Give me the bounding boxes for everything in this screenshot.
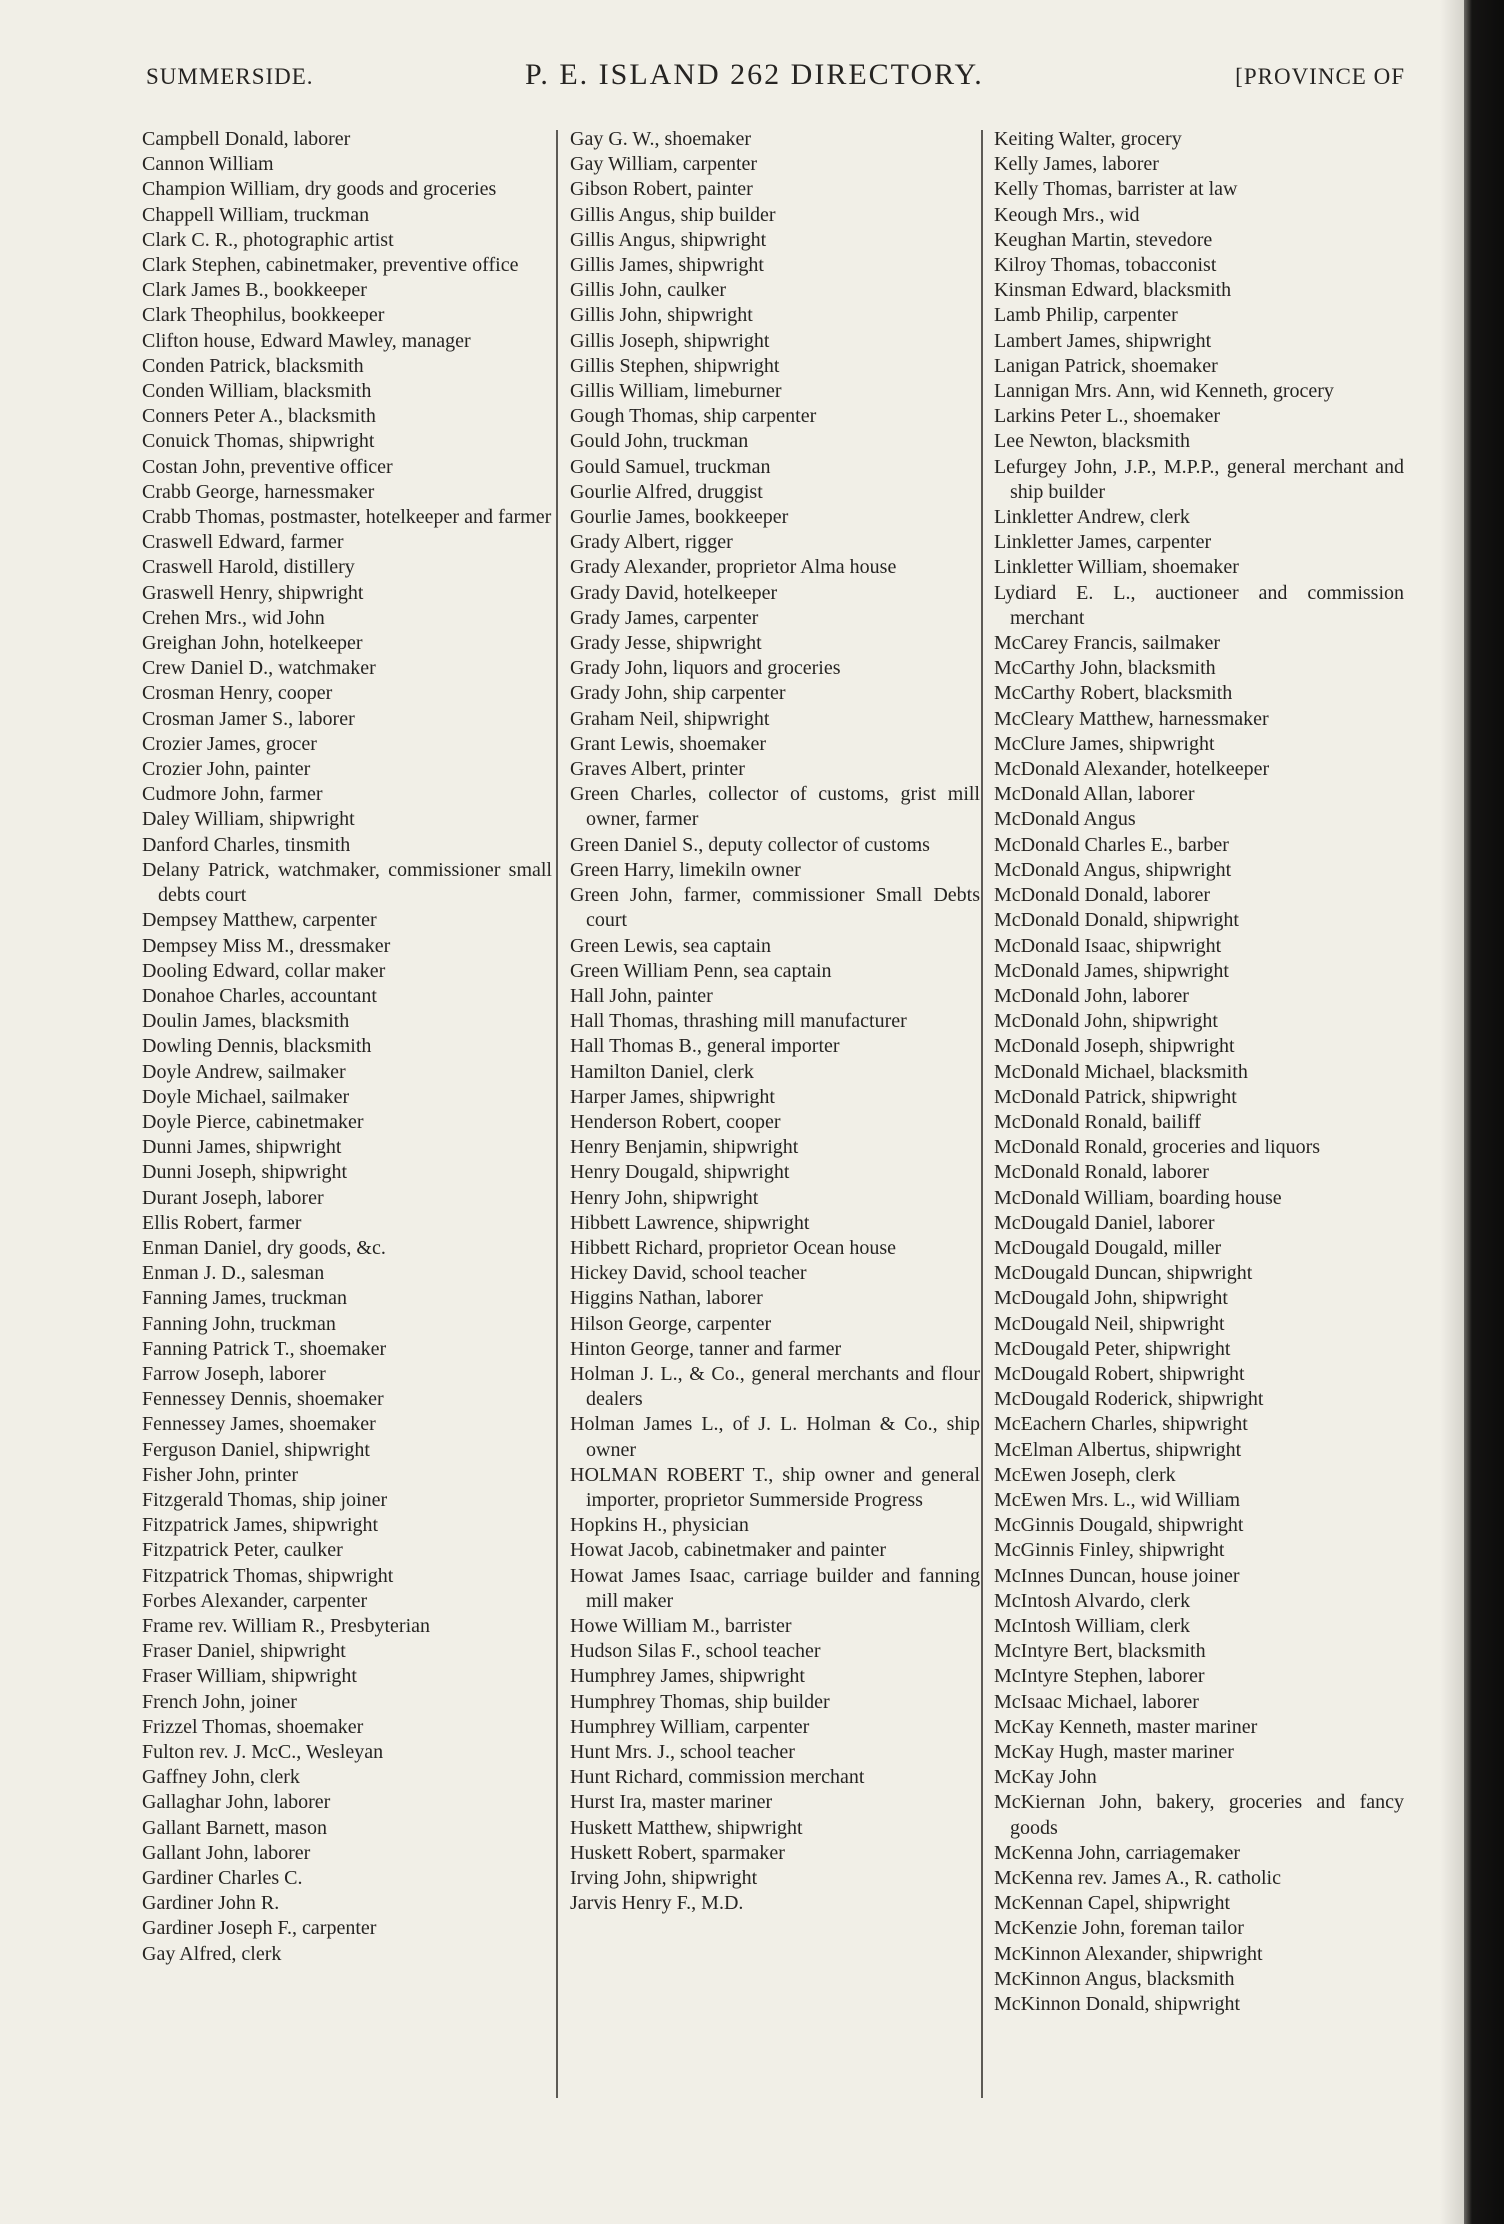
directory-entry: Gillis Angus, shipwright <box>570 228 767 251</box>
directory-entry: McDonald Joseph, shipwright <box>994 1035 1235 1058</box>
directory-entry: Linkletter William, shoemaker <box>994 556 1239 579</box>
scan-edge <box>1464 0 1504 2224</box>
header-right: [PROVINCE OF <box>1235 64 1405 89</box>
directory-entry: Gibson Robert, painter <box>570 178 753 201</box>
directory-entry: Gaffney John, clerk <box>142 1766 300 1789</box>
directory-entry: McDonald William, boarding house <box>994 1186 1282 1209</box>
directory-entry: Fanning John, truckman <box>142 1312 336 1335</box>
directory-entry: McKiernan John, bakery, groceries and fancy goods <box>994 1791 1404 1839</box>
directory-entry: Lefurgey John, J.P., M.P.P., general merchant and ship builder <box>994 455 1404 503</box>
directory-entry: McDougald Duncan, shipwright <box>994 1262 1253 1285</box>
directory-entry: Gardiner Charles C. <box>142 1867 303 1890</box>
directory-entry: Grady John, liquors and groceries <box>570 657 841 680</box>
directory-entry: Howat Jacob, cabinetmaker and painter <box>570 1539 886 1562</box>
directory-entry: McKinnon Alexander, shipwright <box>994 1942 1263 1965</box>
directory-entry: McKinnon Angus, blacksmith <box>994 1967 1235 1990</box>
column-divider <box>556 130 558 2098</box>
directory-entry: Gardiner Joseph F., carpenter <box>142 1917 377 1940</box>
directory-entry: French John, joiner <box>142 1690 297 1713</box>
directory-entry: McGinnis Finley, shipwright <box>994 1539 1225 1562</box>
directory-entry: McCleary Matthew, harnessmaker <box>994 707 1269 730</box>
directory-entry: McDonald Donald, laborer <box>994 884 1211 907</box>
directory-entry: Grady David, hotelkeeper <box>570 581 778 604</box>
directory-entry: Gillis Joseph, shipwright <box>570 329 770 352</box>
directory-entry: Frame rev. William R., Presbyterian <box>142 1614 431 1637</box>
directory-entry: Forbes Alexander, carpenter <box>142 1589 368 1612</box>
directory-entry: Humphrey William, carpenter <box>570 1715 810 1738</box>
directory-entry: Howat James Isaac, carriage builder and fanning mill maker <box>570 1564 980 1612</box>
directory-entry: Danford Charles, tinsmith <box>142 833 351 856</box>
directory-entry: Grady John, ship carpenter <box>570 682 786 705</box>
directory-entry: Clifton house, Edward Mawley, manager <box>142 329 471 352</box>
directory-entry: Green William Penn, sea captain <box>570 959 832 982</box>
directory-entry: Green Daniel S., deputy collector of customs <box>570 833 930 856</box>
directory-entry: Graswell Henry, shipwright <box>142 581 364 604</box>
directory-entry: Higgins Nathan, laborer <box>570 1287 763 1310</box>
directory-entry: Lydiard E. L., auctioneer and commission merchant <box>994 581 1404 629</box>
directory-entry: Grant Lewis, shoemaker <box>570 732 767 755</box>
directory-entry: McElman Albertus, shipwright <box>994 1438 1242 1461</box>
directory-entry: Gallant Barnett, mason <box>142 1816 327 1839</box>
directory-entry: Holman James L., of J. L. Holman & Co., ship owner <box>570 1413 980 1461</box>
directory-entry: Humphrey Thomas, ship builder <box>570 1690 830 1713</box>
directory-entry: Delany Patrick, watchmaker, commissioner small debts court <box>142 858 552 907</box>
directory-entry: McCarthy John, blacksmith <box>994 657 1216 680</box>
directory-entry: Kelly James, laborer <box>994 153 1159 176</box>
directory-entry: Crabb George, harnessmaker <box>142 480 375 503</box>
directory-entry: Daley William, shipwright <box>142 808 355 831</box>
directory-entry: McIntosh William, clerk <box>994 1614 1191 1637</box>
directory-entry: McDonald Donald, shipwright <box>994 909 1239 932</box>
directory-entry: Gay G. W., shoemaker <box>570 128 752 150</box>
directory-entry: Crehen Mrs., wid John <box>142 606 325 629</box>
directory-entry: Dunni Joseph, shipwright <box>142 1161 347 1184</box>
directory-entry: Lanigan Patrick, shoemaker <box>994 354 1218 377</box>
directory-entry: Henry Dougald, shipwright <box>570 1161 790 1184</box>
directory-entry: Doyle Andrew, sailmaker <box>142 1060 346 1083</box>
directory-entry: Green John, farmer, commissioner Small Debts court <box>570 884 980 932</box>
directory-entry: Durant Joseph, laborer <box>142 1186 324 1209</box>
directory-entry: McKenzie John, foreman tailor <box>994 1917 1244 1940</box>
directory-entry: Hall John, painter <box>570 984 713 1007</box>
directory-entry: Gillis John, caulker <box>570 279 727 302</box>
directory-entry: McDonald Allan, laborer <box>994 783 1195 806</box>
directory-entry: Champion William, dry goods and groceries <box>142 178 497 201</box>
directory-entry: McEachern Charles, shipwright <box>994 1413 1248 1436</box>
directory-column-1 <box>142 127 552 1967</box>
directory-entry: Humphrey James, shipwright <box>570 1665 805 1688</box>
directory-entry: Donahoe Charles, accountant <box>142 984 377 1007</box>
directory-entry: Fitzpatrick Thomas, shipwright <box>142 1564 394 1587</box>
directory-entry: Gillis Stephen, shipwright <box>570 354 780 377</box>
directory-entry: Linkletter James, carpenter <box>994 531 1212 554</box>
directory-entry: Fitzpatrick James, shipwright <box>142 1514 379 1537</box>
directory-entry: Clark Stephen, cabinetmaker, preventive office <box>142 254 519 277</box>
directory-entry: Enman J. D., salesman <box>142 1262 325 1285</box>
directory-entry: Crosman Henry, cooper <box>142 682 333 705</box>
directory-entry: McKenna rev. James A., R. catholic <box>994 1867 1281 1890</box>
directory-entry: Gillis James, shipwright <box>570 254 764 277</box>
directory-entry: Fanning James, truckman <box>142 1287 347 1310</box>
directory-entry: Craswell Edward, farmer <box>142 531 344 554</box>
directory-entry: McDougald John, shipwright <box>994 1287 1228 1310</box>
directory-entry: McDonald Michael, blacksmith <box>994 1060 1248 1083</box>
directory-entry: McDonald Angus <box>994 808 1136 831</box>
directory-entry: Gay William, carpenter <box>570 153 758 176</box>
directory-entry: Cannon William <box>142 153 274 176</box>
header-left: SUMMERSIDE. <box>146 64 314 89</box>
directory-entry: Craswell Harold, distillery <box>142 556 355 579</box>
directory-entry: Gourlie James, bookkeeper <box>570 506 789 529</box>
directory-entry: Gillis William, limeburner <box>570 380 782 403</box>
directory-entry: Henry Benjamin, shipwright <box>570 1136 799 1159</box>
directory-entry: Frizzel Thomas, shoemaker <box>142 1715 364 1738</box>
directory-entry: Lee Newton, blacksmith <box>994 430 1191 453</box>
directory-entry: Holman J. L., & Co., general merchants and flour dealers <box>570 1362 980 1411</box>
directory-entry: Grady James, carpenter <box>570 606 759 629</box>
directory-entry: Henderson Robert, cooper <box>570 1110 781 1133</box>
directory-entry: McIntyre Bert, blacksmith <box>994 1640 1206 1663</box>
directory-entry: Farrow Joseph, laborer <box>142 1362 326 1385</box>
directory-entry: Hopkins H., physician <box>570 1514 749 1537</box>
directory-entry: McEwen Mrs. L., wid William <box>994 1488 1241 1511</box>
directory-entry: Gallant John, laborer <box>142 1841 311 1864</box>
directory-entry: McDonald Ronald, laborer <box>994 1161 1209 1184</box>
directory-entry: McKenna John, carriagemaker <box>994 1841 1240 1864</box>
directory-entry: McDonald Charles E., barber <box>994 833 1229 856</box>
directory-entry: McInnes Duncan, house joiner <box>994 1564 1240 1587</box>
page-edge-shadow <box>1440 0 1464 2224</box>
directory-entry: McDougald Daniel, laborer <box>994 1211 1215 1234</box>
directory-entry: McDonald Ronald, bailiff <box>994 1110 1201 1133</box>
directory-entry: Lamb Philip, carpenter <box>994 304 1178 327</box>
directory-entry: Fennessey Dennis, shoemaker <box>142 1388 384 1411</box>
directory-entry: Hinton George, tanner and farmer <box>570 1337 842 1360</box>
directory-entry: McDougald Robert, shipwright <box>994 1362 1245 1385</box>
directory-entry: McIntosh Alvardo, clerk <box>994 1589 1191 1612</box>
directory-entry: Dowling Dennis, blacksmith <box>142 1035 372 1058</box>
directory-entry: Clark James B., bookkeeper <box>142 279 367 302</box>
directory-entry: Conden Patrick, blacksmith <box>142 354 364 377</box>
directory-entry: Fanning Patrick T., shoemaker <box>142 1337 387 1360</box>
directory-entry: Ferguson Daniel, shipwright <box>142 1438 370 1461</box>
directory-entry: Gillis John, shipwright <box>570 304 753 327</box>
directory-entry: Kelly Thomas, barrister at law <box>994 178 1238 201</box>
directory-entry: Fraser William, shipwright <box>142 1665 357 1688</box>
directory-entry: McDougald Peter, shipwright <box>994 1337 1231 1360</box>
directory-entry: McCarey Francis, sailmaker <box>994 632 1221 655</box>
directory-entry: Hickey David, school teacher <box>570 1262 807 1285</box>
directory-entry: Chappell William, truckman <box>142 203 370 226</box>
directory-entry: McGinnis Dougald, shipwright <box>994 1514 1244 1537</box>
directory-entry: Hunt Mrs. J., school teacher <box>570 1741 795 1763</box>
directory-entry: McKay John <box>994 1766 1097 1789</box>
directory-entry: Huskett Matthew, shipwright <box>570 1816 803 1839</box>
directory-entry: Lannigan Mrs. Ann, wid Kenneth, grocery <box>994 380 1334 403</box>
directory-entry: Costan John, preventive officer <box>142 455 393 478</box>
directory-entry: Hibbett Richard, proprietor Ocean house <box>570 1236 897 1259</box>
header-title: P. E. ISLAND 262 DIRECTORY. <box>525 58 984 91</box>
directory-entry: Graham Neil, shipwright <box>570 707 770 730</box>
directory-entry: Lambert James, shipwright <box>994 329 1212 352</box>
directory-entry: Campbell Donald, laborer <box>142 128 351 150</box>
directory-entry: Gardiner John R. <box>142 1892 280 1915</box>
directory-entry: Grady Albert, rigger <box>570 531 733 554</box>
directory-entry: Hibbett Lawrence, shipwright <box>570 1211 810 1234</box>
directory-entry: Greighan John, hotelkeeper <box>142 632 363 655</box>
directory-entry: McKennan Capel, shipwright <box>994 1892 1231 1915</box>
directory-entry: Jarvis Henry F., M.D. <box>570 1892 744 1915</box>
directory-entry: Huskett Robert, sparmaker <box>570 1841 785 1864</box>
directory-entry: Gould Samuel, truckman <box>570 455 771 478</box>
directory-entry: McCarthy Robert, blacksmith <box>994 682 1233 705</box>
directory-entry: Larkins Peter L., shoemaker <box>994 405 1221 428</box>
directory-entry: Green Charles, collector of customs, grist mill owner, farmer <box>570 783 980 831</box>
directory-entry: McDonald James, shipwright <box>994 959 1229 982</box>
directory-entry: Hunt Richard, commission merchant <box>570 1766 865 1789</box>
directory-entry: McKay Kenneth, master mariner <box>994 1715 1258 1738</box>
directory-entry: McDonald Isaac, shipwright <box>994 934 1222 957</box>
directory-entry: Crozier James, grocer <box>142 732 317 755</box>
directory-entry: McIsaac Michael, laborer <box>994 1690 1199 1713</box>
directory-entry: Dempsey Miss M., dressmaker <box>142 934 391 957</box>
directory-entry: Clark C. R., photographic artist <box>142 228 394 251</box>
directory-entry: HOLMAN ROBERT T., ship owner and general importer, proprietor Summerside Progress <box>570 1463 980 1511</box>
directory-entry: Doyle Michael, sailmaker <box>142 1085 350 1108</box>
directory-entry: Fulton rev. J. McC., Wesleyan <box>142 1741 384 1763</box>
directory-entry: Hudson Silas F., school teacher <box>570 1640 821 1663</box>
directory-entry: McDougald Dougald, miller <box>994 1236 1222 1259</box>
directory-entry: Ellis Robert, farmer <box>142 1211 302 1234</box>
directory-entry: Hall Thomas B., general importer <box>570 1035 840 1058</box>
directory-entry: McClure James, shipwright <box>994 732 1215 755</box>
directory-entry: Enman Daniel, dry goods, &c. <box>142 1236 386 1259</box>
directory-entry: McDonald Alexander, hotelkeeper <box>994 758 1270 781</box>
directory-entry: Conners Peter A., blacksmith <box>142 405 376 428</box>
directory-entry: Hall Thomas, thrashing mill manufacturer <box>570 1010 907 1033</box>
directory-entry: McEwen Joseph, clerk <box>994 1463 1176 1486</box>
directory-entry: Graves Albert, printer <box>570 758 745 781</box>
directory-entry: Gough Thomas, ship carpenter <box>570 405 817 428</box>
directory-entry: Gourlie Alfred, druggist <box>570 480 763 503</box>
directory-entry: Dunni James, shipwright <box>142 1136 342 1159</box>
directory-entry: Crosman Jamer S., laborer <box>142 707 355 730</box>
page-header <box>140 58 1405 102</box>
directory-entry: Fitzgerald Thomas, ship joiner <box>142 1488 388 1511</box>
directory-entry: Dempsey Matthew, carpenter <box>142 909 377 932</box>
directory-entry: Doyle Pierce, cabinetmaker <box>142 1110 364 1133</box>
directory-entry: Dooling Edward, collar maker <box>142 959 386 982</box>
directory-entry: Keiting Walter, grocery <box>994 128 1182 150</box>
directory-entry: Grady Alexander, proprietor Alma house <box>570 556 897 579</box>
directory-entry: Fisher John, printer <box>142 1463 299 1486</box>
directory-entry: Crabb Thomas, postmaster, hotelkeeper and farmer <box>142 506 552 529</box>
directory-entry: Crew Daniel D., watchmaker <box>142 657 376 680</box>
directory-entry: Green Harry, limekiln owner <box>570 858 801 881</box>
directory-entry: Grady Jesse, shipwright <box>570 632 762 655</box>
directory-entry: Gould John, truckman <box>570 430 749 453</box>
directory-entry: Crozier John, painter <box>142 758 311 781</box>
directory-entry: Fennessey James, shoemaker <box>142 1413 376 1436</box>
directory-entry: McDougald Roderick, shipwright <box>994 1388 1264 1411</box>
directory-entry: McDougald Neil, shipwright <box>994 1312 1225 1335</box>
directory-entry: McDonald Patrick, shipwright <box>994 1085 1237 1108</box>
directory-entry: Gay Alfred, clerk <box>142 1942 282 1965</box>
directory-entry: McDonald John, shipwright <box>994 1010 1218 1033</box>
directory-entry: Conden William, blacksmith <box>142 380 372 403</box>
directory-entry: Keughan Martin, stevedore <box>994 228 1213 251</box>
directory-entry: Linkletter Andrew, clerk <box>994 506 1190 529</box>
directory-entry: Fraser Daniel, shipwright <box>142 1640 346 1663</box>
directory-entry: McDonald John, laborer <box>994 984 1189 1007</box>
directory-entry: McDonald Angus, shipwright <box>994 858 1232 881</box>
directory-column-2 <box>570 127 980 1916</box>
directory-entry: Doulin James, blacksmith <box>142 1010 350 1033</box>
directory-column-3 <box>994 127 1404 2017</box>
directory-entry: Howe William M., barrister <box>570 1614 792 1637</box>
directory-entry: Kilroy Thomas, tobacconist <box>994 254 1217 277</box>
directory-entry: McKinnon Donald, shipwright <box>994 1993 1241 2016</box>
directory-entry: McIntyre Stephen, laborer <box>994 1665 1205 1688</box>
directory-entry: Cudmore John, farmer <box>142 783 323 806</box>
directory-entry: Gallaghar John, laborer <box>142 1791 331 1814</box>
directory-entry: Hamilton Daniel, clerk <box>570 1060 754 1083</box>
column-divider <box>981 130 983 2098</box>
directory-entry: Clark Theophilus, bookkeeper <box>142 304 385 327</box>
directory-entry: McKay Hugh, master mariner <box>994 1741 1234 1763</box>
directory-entry: Kinsman Edward, blacksmith <box>994 279 1232 302</box>
directory-entry: Green Lewis, sea captain <box>570 934 772 957</box>
directory-entry: Conuick Thomas, shipwright <box>142 430 375 453</box>
directory-entry: Hurst Ira, master mariner <box>570 1791 773 1814</box>
directory-entry: Keough Mrs., wid <box>994 203 1140 226</box>
directory-entry: McDonald Ronald, groceries and liquors <box>994 1136 1321 1159</box>
directory-entry: Hilson George, carpenter <box>570 1312 772 1335</box>
directory-entry: Gillis Angus, ship builder <box>570 203 776 226</box>
directory-entry: Fitzpatrick Peter, caulker <box>142 1539 343 1562</box>
directory-entry: Irving John, shipwright <box>570 1867 758 1890</box>
directory-entry: Henry John, shipwright <box>570 1186 759 1209</box>
directory-entry: Harper James, shipwright <box>570 1085 775 1108</box>
